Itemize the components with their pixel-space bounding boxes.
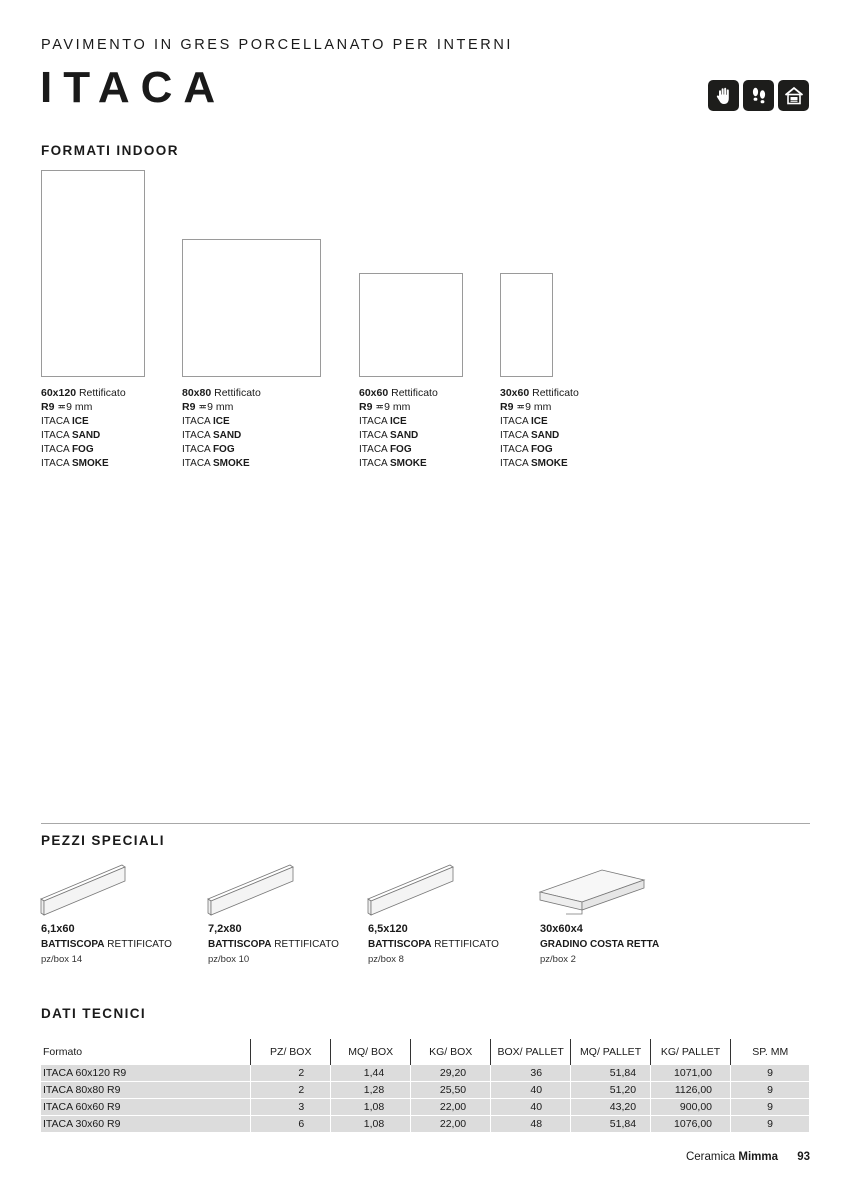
variant-ice: ITACA ICE <box>359 415 407 427</box>
house-icon <box>778 80 809 111</box>
col-header: KG/ BOX <box>411 1039 491 1065</box>
table-row <box>41 1082 810 1099</box>
page-title: ITACA <box>40 63 227 112</box>
section-divider <box>41 823 810 824</box>
variant-fog: ITACA FOG <box>500 444 553 456</box>
cell: 51,84 <box>571 1116 651 1133</box>
cell: 40 <box>491 1099 571 1116</box>
battiscopa-60-drawing <box>40 862 128 918</box>
gradino-drawing <box>538 866 648 918</box>
cell: 1,08 <box>331 1116 411 1133</box>
cell: 40 <box>491 1082 571 1099</box>
variant-smoke: ITACA SMOKE <box>500 458 568 470</box>
col-header: PZ/ BOX <box>251 1039 331 1065</box>
cell: 9 <box>731 1099 810 1116</box>
hand-icon <box>708 80 739 111</box>
thickness-icon: ≖ <box>57 401 67 414</box>
cell: 1076,00 <box>651 1116 731 1133</box>
format-30x60: 30x60 Rettificato R9 ≖9 mm ITACA ICE ITACA SAND ITACA FOG ITACA SMOKE <box>500 386 579 472</box>
battiscopa-120-drawing <box>367 862 457 918</box>
formati-heading: FORMATI INDOOR <box>41 143 179 158</box>
table-header-row <box>41 1039 810 1065</box>
tech-table <box>41 1039 810 1133</box>
cell: 36 <box>491 1065 571 1082</box>
dati-heading: DATI TECNICI <box>41 1006 147 1021</box>
variant-smoke: ITACA SMOKE <box>41 458 109 470</box>
cell: ITACA 60x120 R9 <box>41 1065 251 1082</box>
cell: 43,20 <box>571 1099 651 1116</box>
cell: 51,84 <box>571 1065 651 1082</box>
format-60x120: 60x120 Rettificato R9 ≖9 mm ITACA ICE ITACA SAND ITACA FOG ITACA SMOKE <box>41 386 126 472</box>
page-subtitle: PAVIMENTO IN GRES PORCELLANATO PER INTERNI <box>41 37 514 53</box>
cell: 25,50 <box>411 1082 491 1099</box>
col-header: BOX/ PALLET <box>491 1039 571 1065</box>
battiscopa-80-drawing <box>207 862 297 918</box>
pezzo-battiscopa-60: 6,1x60 BATTISCOPA RETTIFICATO pz/box 14 <box>41 923 172 965</box>
table-row <box>41 1065 810 1082</box>
page-number: 93 <box>797 1151 810 1163</box>
thickness-icon: ≖ <box>516 401 526 414</box>
variant-sand: ITACA SAND <box>500 429 560 441</box>
cell: 29,20 <box>411 1065 491 1082</box>
variant-fog: ITACA FOG <box>41 444 94 456</box>
cell: 9 <box>731 1116 810 1133</box>
cell: 1071,00 <box>651 1065 731 1082</box>
variant-sand: ITACA SAND <box>359 429 419 441</box>
format-80x80: 80x80 Rettificato R9 ≖9 mm ITACA ICE ITACA SAND ITACA FOG ITACA SMOKE <box>182 386 261 472</box>
cell: 3 <box>251 1099 331 1116</box>
cell: 9 <box>731 1065 810 1082</box>
cell: 1,44 <box>331 1065 411 1082</box>
tile-60x60 <box>359 273 463 377</box>
variant-fog: ITACA FOG <box>182 444 235 456</box>
variant-fog: ITACA FOG <box>359 444 412 456</box>
col-header: MQ/ PALLET <box>571 1039 651 1065</box>
cell: 2 <box>251 1082 331 1099</box>
variant-ice: ITACA ICE <box>500 415 548 427</box>
cell: 1126,00 <box>651 1082 731 1099</box>
cell: 51,20 <box>571 1082 651 1099</box>
variant-ice: ITACA ICE <box>41 415 89 427</box>
cell: 1,28 <box>331 1082 411 1099</box>
variant-sand: ITACA SAND <box>41 429 101 441</box>
cell: ITACA 80x80 R9 <box>41 1082 251 1099</box>
pezzi-heading: PEZZI SPECIALI <box>41 833 165 848</box>
variant-smoke: ITACA SMOKE <box>182 458 250 470</box>
cell: 22,00 <box>411 1099 491 1116</box>
cell: 1,08 <box>331 1099 411 1116</box>
footprints-icon <box>743 80 774 111</box>
format-60x60: 60x60 Rettificato R9 ≖9 mm ITACA ICE ITACA SAND ITACA FOG ITACA SMOKE <box>359 386 438 472</box>
variant-smoke: ITACA SMOKE <box>359 458 427 470</box>
tile-80x80 <box>182 239 321 377</box>
variant-sand: ITACA SAND <box>182 429 242 441</box>
usage-icons <box>708 80 809 111</box>
table-row <box>41 1099 810 1116</box>
cell: ITACA 60x60 R9 <box>41 1099 251 1116</box>
pezzo-battiscopa-80: 7,2x80 BATTISCOPA RETTIFICATO pz/box 10 <box>208 923 339 965</box>
pezzo-gradino: 30x60x4 GRADINO COSTA RETTA pz/box 2 <box>540 923 660 965</box>
thickness-icon: ≖ <box>198 401 208 414</box>
col-header: MQ/ BOX <box>331 1039 411 1065</box>
thickness-icon: ≖ <box>375 401 385 414</box>
tile-30x60 <box>500 273 553 377</box>
cell: 900,00 <box>651 1099 731 1116</box>
col-header: KG/ PALLET <box>651 1039 731 1065</box>
footer-brand-prefix: Ceramica <box>685 1151 736 1163</box>
page-footer <box>686 1151 810 1163</box>
cell: 22,00 <box>411 1116 491 1133</box>
cell: ITACA 30x60 R9 <box>41 1116 251 1133</box>
col-header: SP. MM <box>752 1046 789 1058</box>
table-row <box>41 1116 810 1133</box>
variant-ice: ITACA ICE <box>182 415 230 427</box>
cell: 48 <box>491 1116 571 1133</box>
footer-brand: Mimma <box>738 1151 778 1163</box>
pezzo-battiscopa-120: 6,5x120 BATTISCOPA RETTIFICATO pz/box 8 <box>368 923 499 965</box>
tile-60x120 <box>41 170 145 377</box>
cell: 6 <box>251 1116 331 1133</box>
col-header: Formato <box>41 1039 251 1065</box>
cell: 9 <box>731 1082 810 1099</box>
cell: 2 <box>251 1065 331 1082</box>
